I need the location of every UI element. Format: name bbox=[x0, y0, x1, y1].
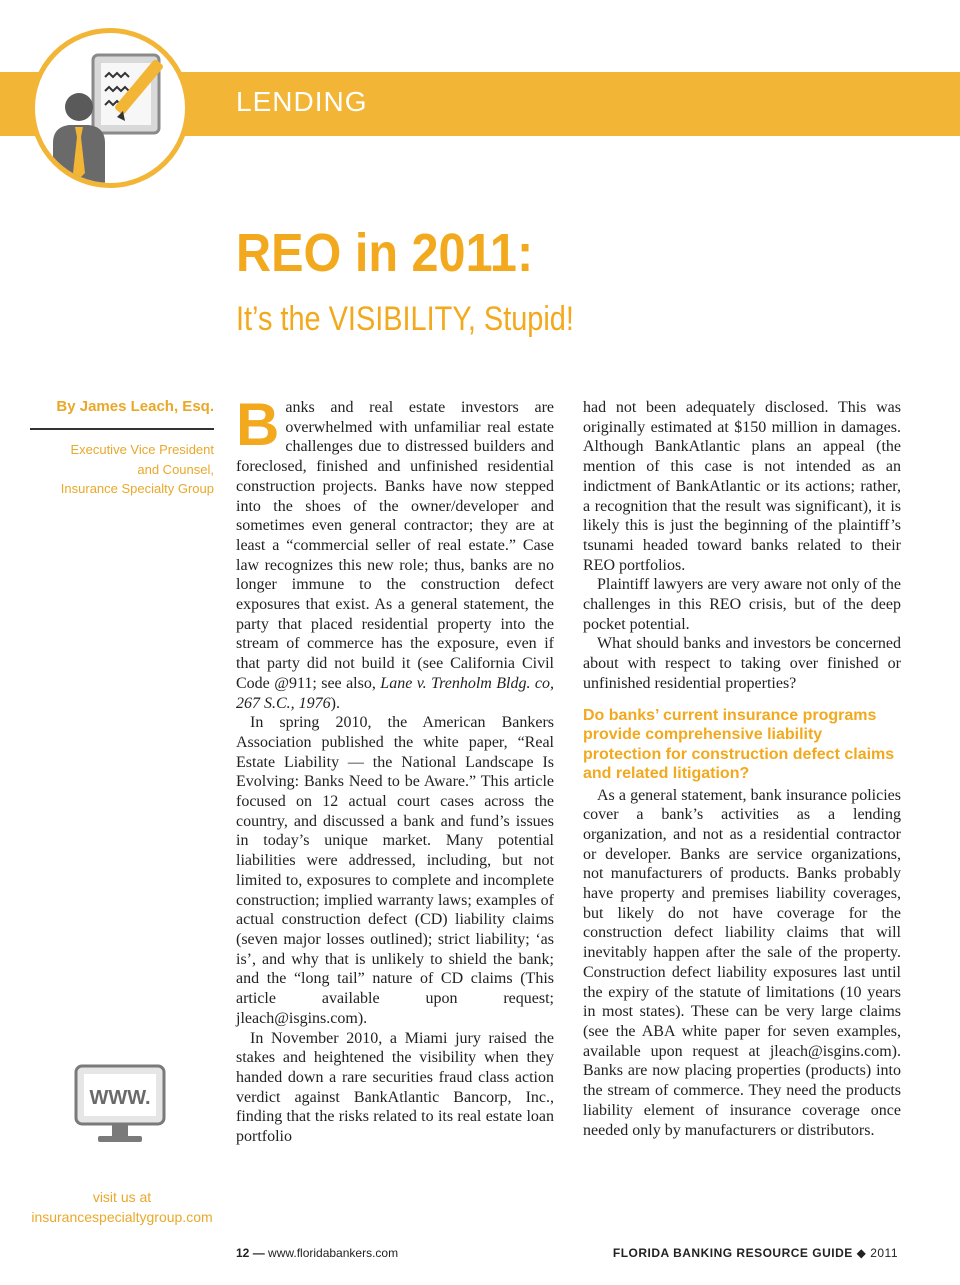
document-signing-person-icon bbox=[35, 33, 185, 183]
www-monitor-icon bbox=[74, 1064, 166, 1154]
article-subtitle: It’s the VISIBILITY, Stupid! bbox=[236, 300, 574, 338]
author-title-line: Insurance Specialty Group bbox=[60, 481, 214, 496]
case-citation: Lane v. Trenholm Bldg. co, 267 S.C., 1976 bbox=[236, 674, 555, 712]
footer-dash: — bbox=[249, 1246, 269, 1260]
paragraph: had not been adequately disclosed. This was originally estimated at $150 million in damages. Although BankAtlantic plans an appeal (the mention of this case is not intended as an indictment of BankAtlantic or its actions; rather, a recognition that the result was significant), it is likely this is just the beginning of the plaintiff’s tsunami headed toward banks related to their REO portfolios. bbox=[583, 399, 901, 574]
author-title bbox=[30, 440, 214, 499]
section-subhead: Do banks’ current insurance programs provide comprehensive liability protection for construction defect claims and related litigation? bbox=[583, 706, 895, 783]
publication-name: FLORIDA BANKING RESOURCE GUIDE bbox=[612, 1246, 853, 1260]
paragraph-text: anks and real estate investors are overwhelmed with unfamiliar real estate challenges due to distressed builders and foreclosed, finished and unfinished residential construction projects. Banks have now stepped into the shoes of the owner/developer and sometimes even general contractor; they are at least a “commercial seller of real estate.” Case law recognizes this new role; thus, banks are no longer immune to the construction defect exposures that exist. As a general statement, the party that placed residential property into the stream of commerce has the exposure, even if that party did not build it (see California Civil Code @911; see also, bbox=[236, 399, 554, 692]
paragraph: Plaintiff lawyers are very aware not only of the challenges in this REO crisis, but of the deep pocket potential. bbox=[583, 576, 901, 633]
article-column-1 bbox=[236, 391, 555, 1147]
website-link[interactable]: insurancespecialtygroup.com bbox=[31, 1209, 213, 1225]
article-title: REO in 2011: bbox=[236, 223, 534, 283]
byline: By James Leach, Esq. bbox=[56, 398, 214, 415]
article-column-2 bbox=[583, 398, 901, 1140]
author-title-line: Executive Vice President bbox=[70, 442, 214, 457]
diamond-icon: ◆ bbox=[856, 1246, 867, 1260]
visit-line: visit us at bbox=[92, 1189, 152, 1205]
section-label: LENDING bbox=[236, 86, 368, 117]
drop-cap: B bbox=[236, 391, 280, 458]
paragraph: In November 2010, a Miami jury raised the stakes and heightened the visibility when they handed down a rare securities fraud class action verdict against BankAtlantic Bancorp, Inc., finding that the risks related to its real estate loan portfolio bbox=[236, 1029, 554, 1146]
visit-us-note bbox=[22, 1187, 222, 1227]
paragraph-text: ). bbox=[330, 694, 340, 712]
footer-website[interactable]: www.floridabankers.com bbox=[268, 1246, 399, 1260]
footer-left bbox=[236, 1246, 398, 1260]
paragraph: What should banks and investors be concerned about with respect to taking over finished or unfinished residential properties? bbox=[583, 635, 901, 692]
paragraph: In spring 2010, the American Bankers Association published the white paper, “Real Estate Liability — the National Landscape Is Evolving: Banks Need to be Aware.” This article focused on 12 actual court cases across the country, and discussed a bank and fund’s issues in today’s unique market. Many potential liabilities were addressed, including, but not limited to, exposures to complete and incomplete construction; implied warranty laws; examples of actual construction defect (CD) liability claims (seven major losses outlined); strict liability; ‘as is’, and why that is unlikely to shield the bank; and the “long tail” nature of CD claims (This article available upon request; jleach@isgins.com). bbox=[236, 714, 554, 1027]
publication-year: 2011 bbox=[870, 1246, 898, 1260]
page-number: 12 bbox=[236, 1246, 250, 1260]
www-icon-text: WWW. bbox=[89, 1087, 151, 1109]
author-title-line: and Counsel, bbox=[137, 461, 214, 477]
logo-badge bbox=[30, 28, 190, 188]
paragraph: As a general statement, bank insurance policies cover a bank’s activities as a lending organization, and not as a residential contractor or developer. Banks are service organizations, not manufacturers of products. Banks probably have property and premises liability coverages, but likely do not have coverage for the construction defect liability claims that will inevitably happen after the sale of the property. Construction defect liability exposures last until the expiry of the statute of limitations (10 years in most states). These can be very large claims (see the ABA white paper for seven examples, available upon request at jleach@isgins.com). Banks are now placing properties (products) into the stream of commerce. They need the products liability element of insurance coverage once needed only by manufacturers or distributors. bbox=[583, 786, 901, 1139]
footer-right bbox=[613, 1246, 898, 1260]
byline-divider bbox=[30, 428, 214, 430]
paragraph bbox=[236, 391, 555, 713]
